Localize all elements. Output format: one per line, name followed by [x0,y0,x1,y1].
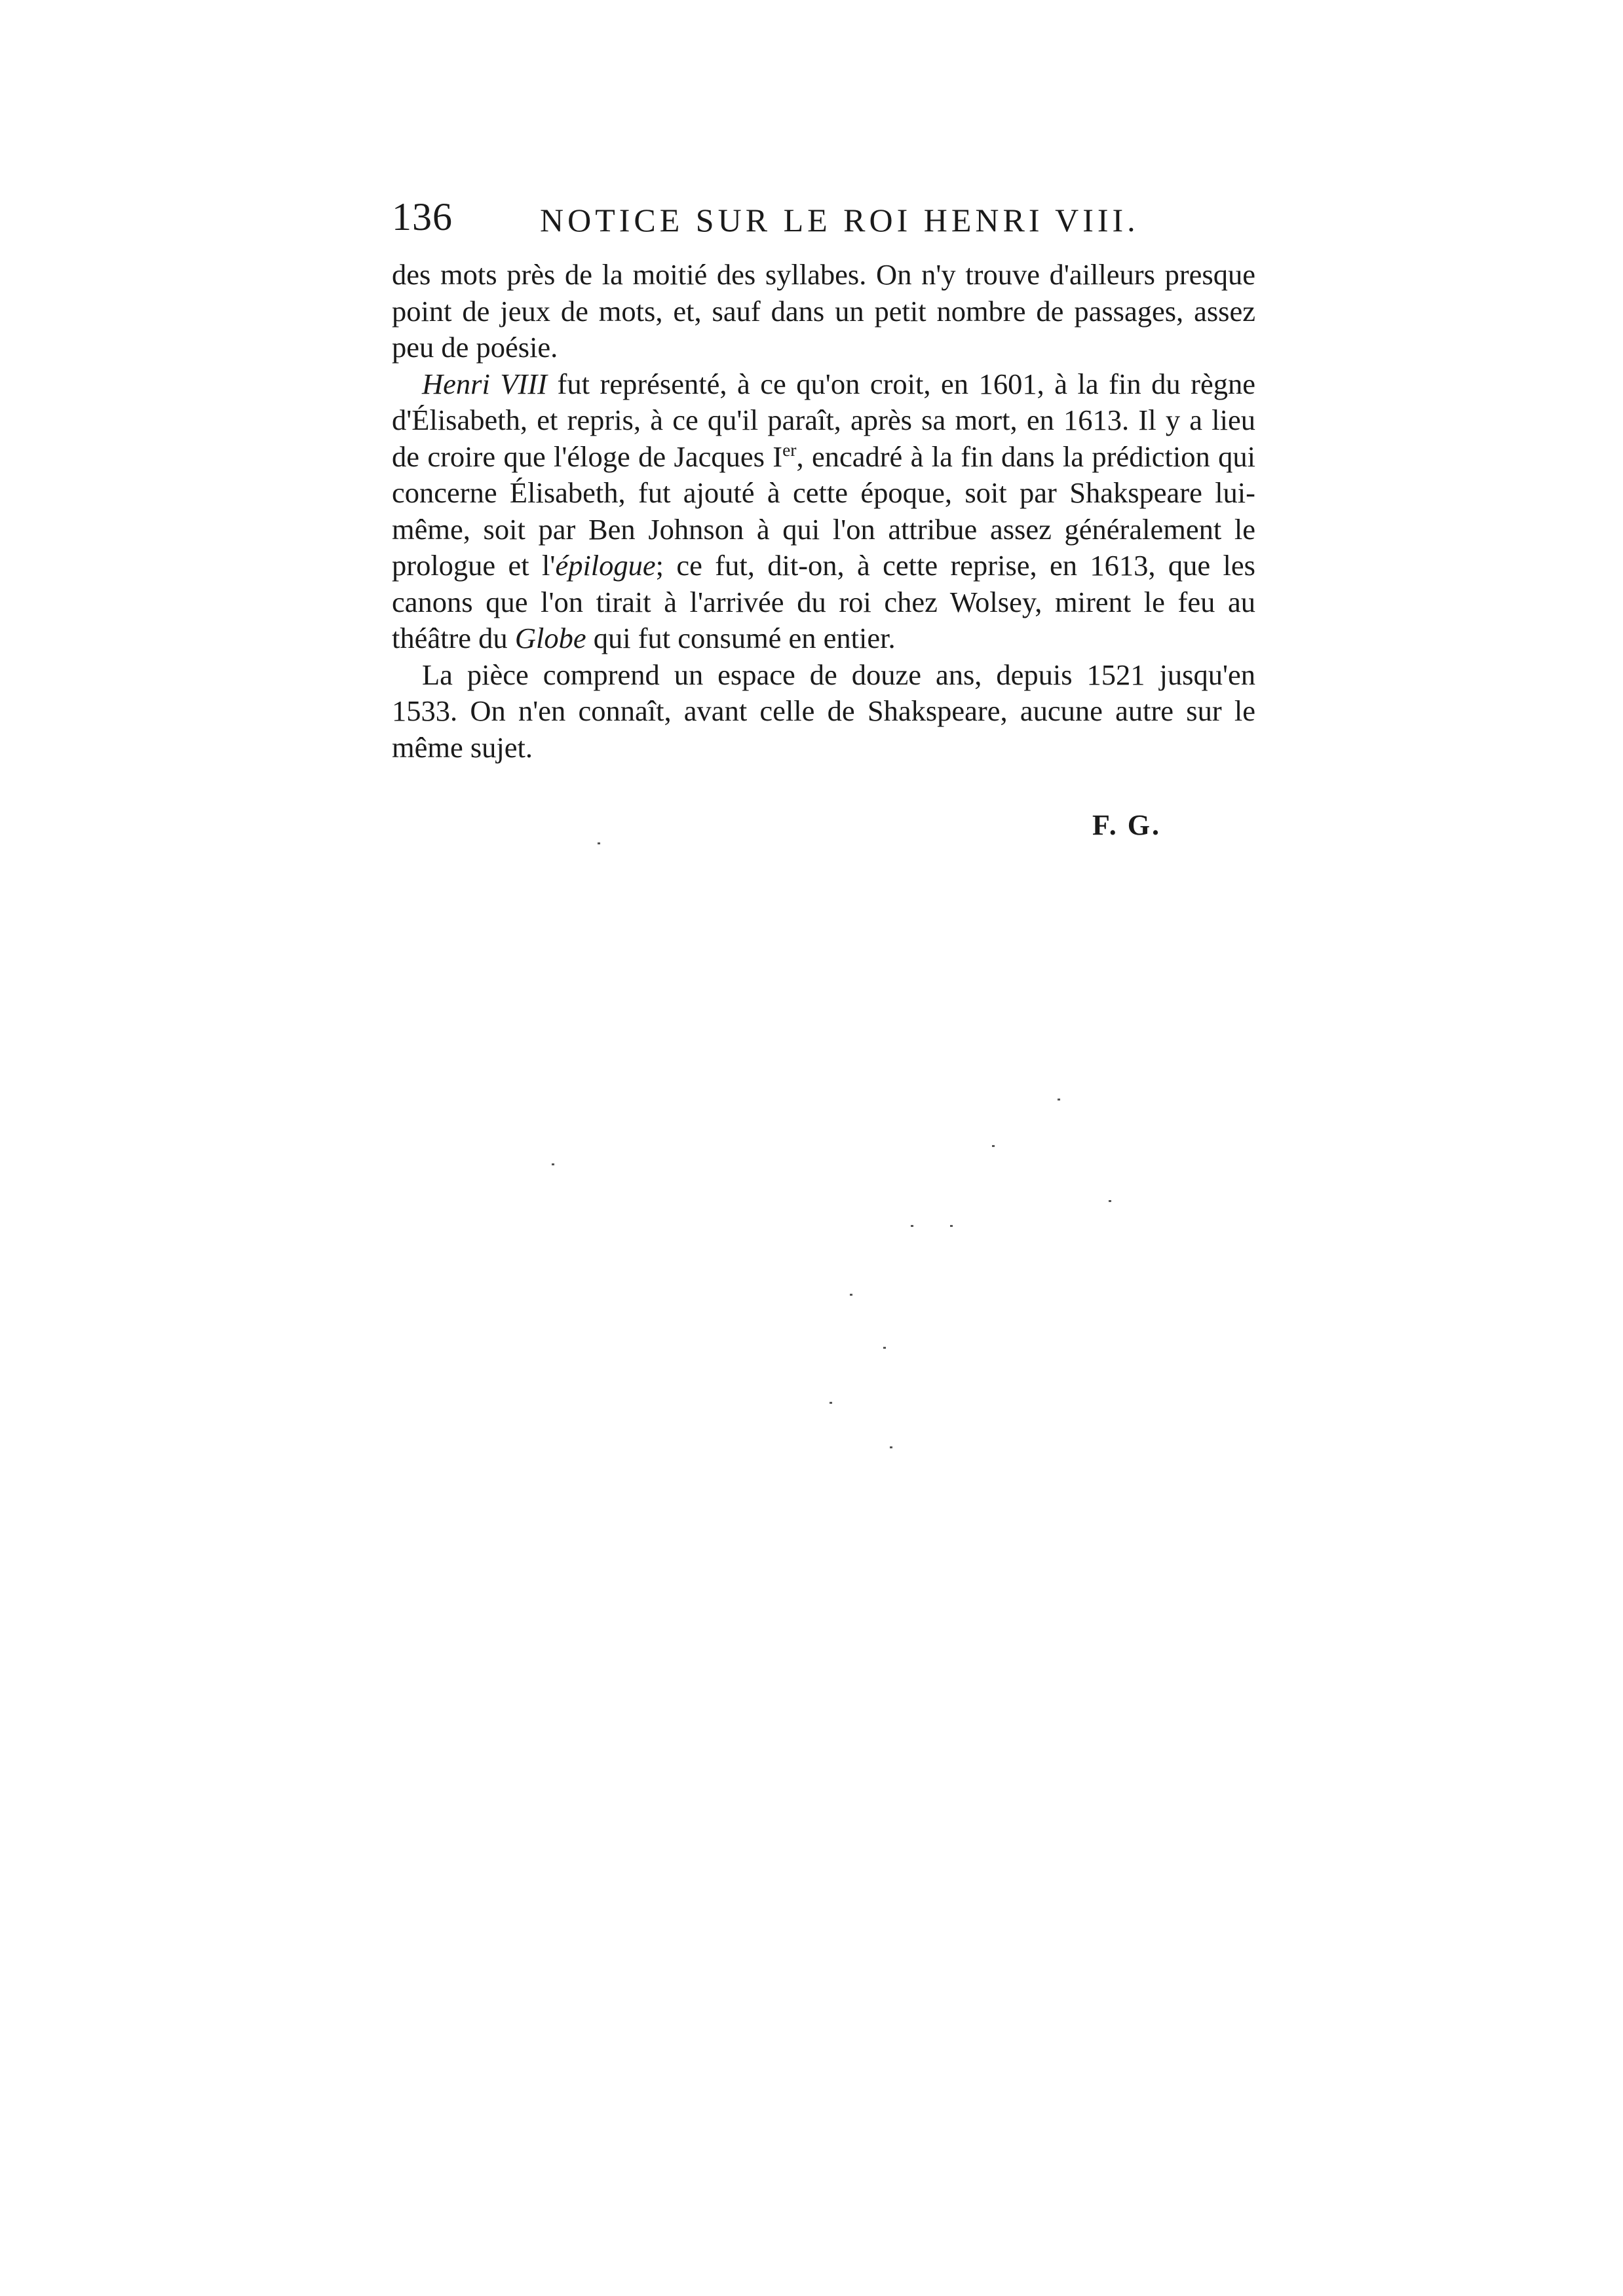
paragraph-2-text-a: fut représenté, à ce qu'on croit, en 1601, à la fin du règne d'Élisabeth, et repris, à ce qu'il paraît, après sa mort, en 1613. Il y a lieu de croire que l'éloge de Jacques I [392,367,1255,473]
running-head: NOTICE SUR LE ROI HENRI VIII. [540,202,1139,238]
paragraph-2-text-b: , encadré à la fin dans la prédiction qui concerne Élisabeth, fut ajouté à cette époque, soit par Shakspeare lui-même, soit par Ben Johnson à qui l'on attribue assez généralement le prologue et l' [392,440,1255,582]
speck [950,1225,953,1227]
speck [830,1402,832,1404]
body-text [392,257,1255,766]
paragraph-1: des mots près de la moitié des syllabes. On n'y trouve d'ailleurs presque point de jeux de mots, et, sauf dans un petit nombre de passages, assez peu de poésie. [392,258,1255,364]
page-number: 136 [392,195,453,238]
speck [598,842,600,844]
speck [992,1145,995,1147]
paragraph-2-text-c: ; ce fut, dit-on, à cette reprise, en 1613, que les canons que l'on tirait à l'arrivée du roi chez Wolsey, mirent le feu au théâtre du [392,549,1255,654]
superscript-er: er [782,439,797,460]
paragraph-2-text-d: qui fut consumé en entier. [586,622,896,654]
paragraph-2 [392,366,1255,657]
globe-word: Globe [514,622,586,654]
epilogue-word: épilogue [555,549,656,582]
speck [850,1294,852,1296]
paragraph-3: La pièce comprend un espace de douze ans, depuis 1521 jusqu'en 1533. On n'en connaît, avant celle de Shakspeare, aucune autre sur le même sujet. [392,658,1255,764]
speck [552,1163,554,1165]
play-title: Henri VIII [422,367,547,400]
signature: F. G. [1092,809,1161,841]
speck [1109,1200,1111,1202]
speck [1058,1099,1060,1101]
speck [883,1347,886,1349]
speck [911,1225,913,1227]
page-header [392,194,1244,246]
speck [890,1446,892,1448]
